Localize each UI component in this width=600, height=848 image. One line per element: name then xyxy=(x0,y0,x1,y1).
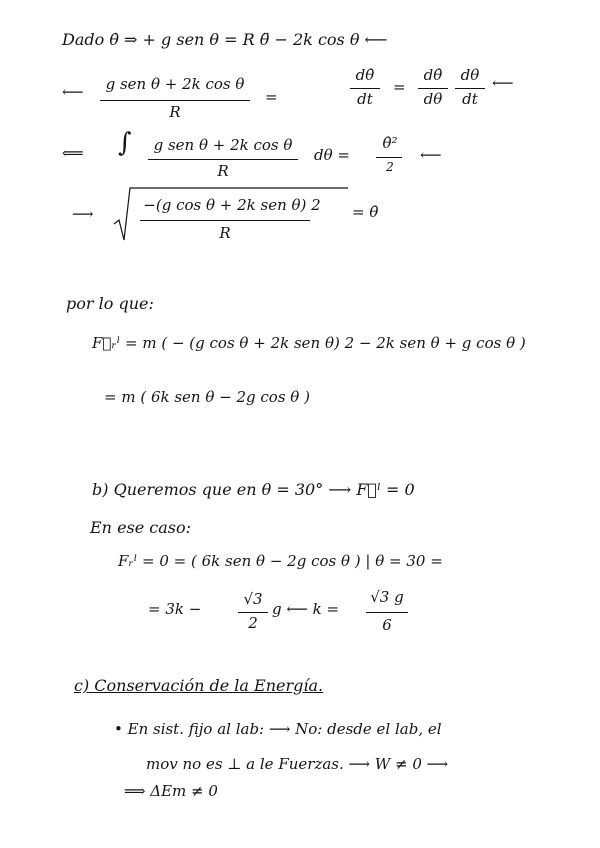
part-c-line-1: • En sist. fijo al lab: ⟶ No: desde el lab, el xyxy=(114,720,442,738)
fraction-bar xyxy=(376,157,402,158)
k-numerator: √3 g xyxy=(370,588,404,606)
force-equation-line-1: F⃗ᵣˡ = m ( − (g cos θ + 2k sen θ) 2 − 2k sen θ + g cos θ ) xyxy=(92,334,526,352)
part-b-equation-1: Fᵣˡ = 0 = ( 6k sen θ − 2g cos θ ) | θ = 30 = xyxy=(118,552,443,570)
eq-line-2-arrow: ⟵ xyxy=(62,83,84,101)
eq-line-1: Dado θ̇ ⇒ + g sen θ = R θ̈ − 2k cos θ ⟵ xyxy=(62,30,388,49)
eq-line-2-r2-num: dθ̇ xyxy=(423,66,443,84)
eq-line-2-r2-den: dθ xyxy=(423,90,443,108)
eq-line-2-tail-arrow: ⟵ xyxy=(492,74,514,92)
fraction-bar xyxy=(140,220,310,221)
eq-line-3-arrow: ⟸ xyxy=(62,144,84,162)
part-c-line-2: mov no es ⊥ a le Fuerzas. ⟶ W ≠ 0 ⟶ xyxy=(146,755,449,773)
part-b-heading: b) Queremos que en θ = 30° ⟶ F⃗ˡ = 0 xyxy=(92,480,415,499)
eq-line-2-r1-num: dθ̇ xyxy=(355,66,375,84)
part-b-equation-2b: g ⟵ k = xyxy=(272,600,340,618)
eq-line-2-r3-den: dt xyxy=(462,90,478,108)
part-b-equation-2a: = 3k − xyxy=(148,600,202,618)
eq-line-2-numerator: g sen θ + 2k cos θ xyxy=(105,75,245,93)
part-c-heading: c) Conservación de la Energía. xyxy=(74,676,324,695)
eq-line-2-r3-num: dθ xyxy=(460,66,480,84)
fraction-bar xyxy=(455,88,485,89)
sqrt3-denominator: 2 xyxy=(248,614,258,632)
eq-line-2-denominator: R xyxy=(169,103,181,121)
integral-sign: ∫ xyxy=(118,128,132,158)
eq-line-2-r1-den: dt xyxy=(357,90,373,108)
eq-line-4-denominator: R xyxy=(219,224,231,242)
k-denominator: 6 xyxy=(382,616,392,634)
fraction-bar xyxy=(100,100,250,101)
fraction-bar xyxy=(418,88,448,89)
eq-line-3-denominator: R xyxy=(217,162,229,180)
eq-line-2-equals: = xyxy=(265,88,278,106)
fraction-bar xyxy=(366,612,408,613)
en-ese-caso-text: En ese caso: xyxy=(90,518,192,537)
eq-line-3-numerator: g sen θ + 2k cos θ xyxy=(153,136,293,154)
eq-line-4-numerator: −(g cos θ + 2k sen θ) 2 xyxy=(143,196,321,214)
eq-line-3-dtheta: dθ = xyxy=(314,146,350,164)
part-c-line-3: ⟹ ΔEm ≠ 0 xyxy=(124,782,218,800)
eq-line-3-rhs-num: θ̇² xyxy=(382,134,398,152)
eq-line-2-equals-2: = xyxy=(393,78,406,96)
sqrt3-numerator: √3 xyxy=(243,590,263,608)
fraction-bar xyxy=(238,612,268,613)
eq-line-3-tail-arrow: ⟵ xyxy=(420,146,442,164)
por-lo-que-text: por lo que: xyxy=(66,294,154,313)
force-equation-line-2: = m ( 6k sen θ − 2g cos θ ) xyxy=(104,388,310,406)
eq-line-4-rhs: = θ̇ xyxy=(352,203,379,221)
eq-line-4-arrow: ⟶ xyxy=(72,205,94,223)
fraction-bar xyxy=(350,88,380,89)
eq-line-3-rhs-den: 2 xyxy=(386,160,394,174)
fraction-bar xyxy=(148,159,298,160)
